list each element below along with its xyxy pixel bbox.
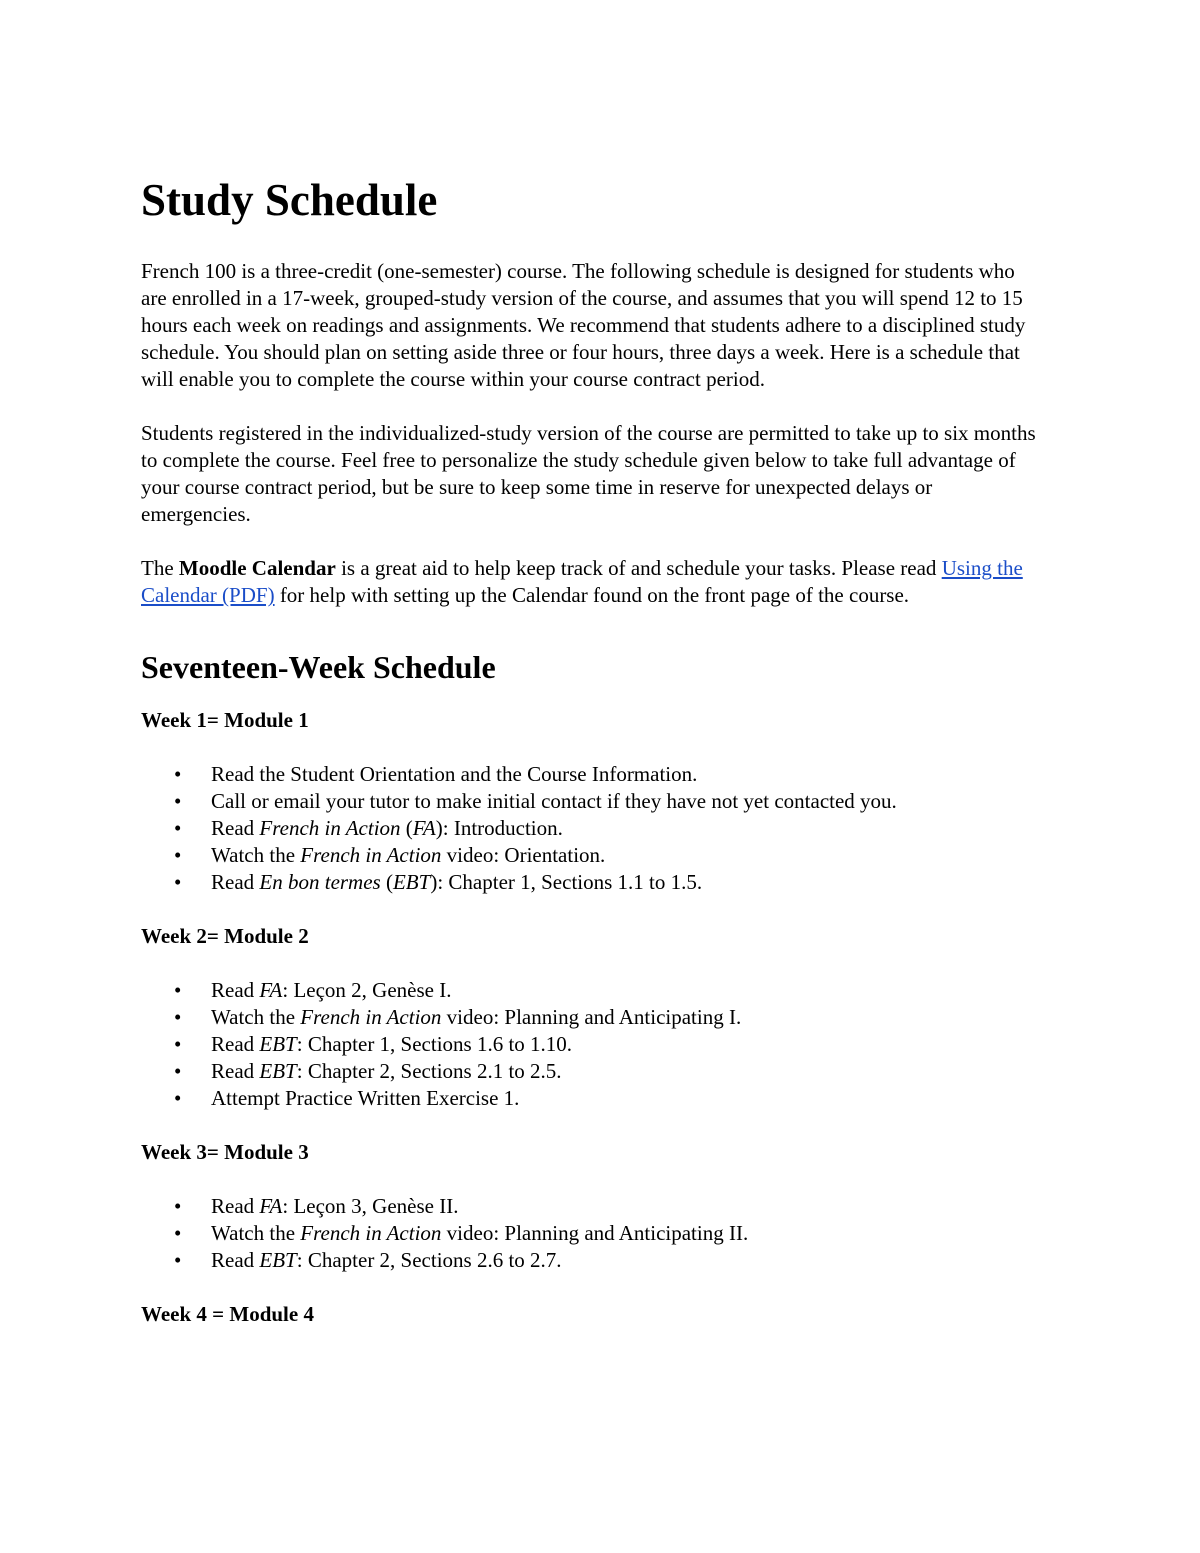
list-item	[141, 1058, 1041, 1085]
bullet-icon: •	[174, 1221, 182, 1245]
item-text: : Leçon 3, Genèse II.	[282, 1194, 459, 1218]
list-item	[141, 815, 1041, 842]
item-title-italic: French in Action	[259, 816, 401, 840]
week-heading: Week 2= Module 2	[141, 924, 309, 948]
list-item	[141, 842, 1041, 869]
weeks-container	[141, 707, 1041, 1328]
item-text: Read	[211, 1248, 260, 1272]
bullet-icon: •	[174, 1194, 182, 1218]
list-item	[141, 1085, 1041, 1112]
bullet-icon: •	[174, 816, 182, 840]
bullet-icon: •	[174, 1032, 182, 1056]
item-text: video: Planning and Anticipating I.	[441, 1005, 742, 1029]
item-text: Watch the	[211, 1221, 301, 1245]
list-item	[141, 1220, 1041, 1247]
week-heading: Week 3= Module 3	[141, 1140, 309, 1164]
item-text: Read	[211, 1194, 260, 1218]
bullet-icon: •	[174, 762, 182, 786]
bullet-icon: •	[174, 789, 182, 813]
bullet-icon: •	[174, 1005, 182, 1029]
item-title-italic: FA	[259, 978, 283, 1002]
intro-p3-mid: is a great aid to help keep track of and schedule your tasks. Please read	[335, 556, 942, 580]
item-title-italic: En bon termes	[259, 870, 381, 894]
list-item	[141, 761, 1041, 788]
bullet-icon: •	[174, 843, 182, 867]
item-text: Read	[211, 978, 260, 1002]
bullet-icon: •	[174, 1059, 182, 1083]
schedule-heading: Seventeen-Week Schedule	[141, 649, 496, 685]
item-text: Watch the	[211, 1005, 301, 1029]
week-task-list	[141, 977, 1041, 1112]
week-heading: Week 4 = Module 4	[141, 1302, 314, 1326]
bullet-icon: •	[174, 978, 182, 1002]
document-content	[141, 172, 1041, 1355]
bullet-icon: •	[174, 1248, 182, 1272]
item-text: Watch the	[211, 843, 301, 867]
calendar-pdf-link[interactable]: Using the Calendar (PDF)	[141, 556, 1023, 607]
item-text: Read the Student Orientation and the Course Information.	[211, 762, 698, 786]
list-item	[141, 788, 1041, 815]
week-task-list	[141, 1193, 1041, 1274]
item-title-italic: EBT	[259, 1059, 297, 1083]
list-item	[141, 1004, 1041, 1031]
item-text: : Leçon 2, Genèse I.	[282, 978, 452, 1002]
item-title-italic: French in Action	[300, 1005, 442, 1029]
week-heading: Week 1= Module 1	[141, 708, 309, 732]
item-title-italic: French in Action	[300, 843, 442, 867]
item-title-italic: FA	[259, 1194, 283, 1218]
list-item	[141, 1031, 1041, 1058]
item-text: : Chapter 1, Sections 1.6 to 1.10.	[296, 1032, 573, 1056]
intro-paragraph-2: Students registered in the individualized-study version of the course are permitted to take up to six months to complete the course. Feel free to personalize the study schedule given below to take full advantage of your course contract period, but be sure to keep some time in reserve for unexpected delays or emergencies.	[141, 421, 1036, 526]
item-text: Read	[211, 1059, 260, 1083]
item-text: Read	[211, 870, 260, 894]
item-text: : Chapter 2, Sections 2.1 to 2.5.	[296, 1059, 562, 1083]
item-text: (	[400, 816, 413, 840]
item-text: (	[380, 870, 393, 894]
bullet-icon: •	[174, 870, 182, 894]
item-title-italic: EBT	[259, 1248, 297, 1272]
bullet-icon: •	[174, 1086, 182, 1110]
item-text: Read	[211, 1032, 260, 1056]
item-text: Call or email your tutor to make initial contact if they have not yet contacted you.	[211, 789, 897, 813]
list-item	[141, 869, 1041, 896]
item-text: ): Chapter 1, Sections 1.1 to 1.5.	[430, 870, 703, 894]
list-item	[141, 1247, 1041, 1274]
item-title-italic: French in Action	[300, 1221, 442, 1245]
page-title: Study Schedule	[141, 175, 438, 225]
intro-paragraph-3	[141, 555, 1041, 609]
list-item	[141, 1193, 1041, 1220]
intro-paragraph-1: French 100 is a three-credit (one-semester) course. The following schedule is designed for students who are enrolled in a 17-week, grouped-study version of the course, and assumes that you will spend 12 to 15 hours each week on readings and assignments. We recommend that students adhere to a disciplined study schedule. You should plan on setting aside three or four hours, three days a week. Here is a schedule that will enable you to complete the course within your course contract period.	[141, 259, 1026, 391]
item-title-italic: EBT	[392, 870, 431, 894]
item-text: video: Planning and Anticipating II.	[441, 1221, 749, 1245]
item-title-italic: EBT	[259, 1032, 297, 1056]
item-text: video: Orientation.	[441, 843, 606, 867]
item-text: Attempt Practice Written Exercise 1.	[211, 1086, 520, 1110]
intro-p3-pre: The	[141, 556, 179, 580]
week-task-list	[141, 761, 1041, 896]
intro-p3-post: for help with setting up the Calendar found on the front page of the course.	[274, 583, 910, 607]
item-text: ): Introduction.	[435, 816, 563, 840]
item-text: : Chapter 2, Sections 2.6 to 2.7.	[296, 1248, 562, 1272]
moodle-calendar-label: Moodle Calendar	[178, 556, 336, 580]
list-item	[141, 977, 1041, 1004]
item-title-italic: FA	[412, 816, 436, 840]
item-text: Read	[211, 816, 260, 840]
